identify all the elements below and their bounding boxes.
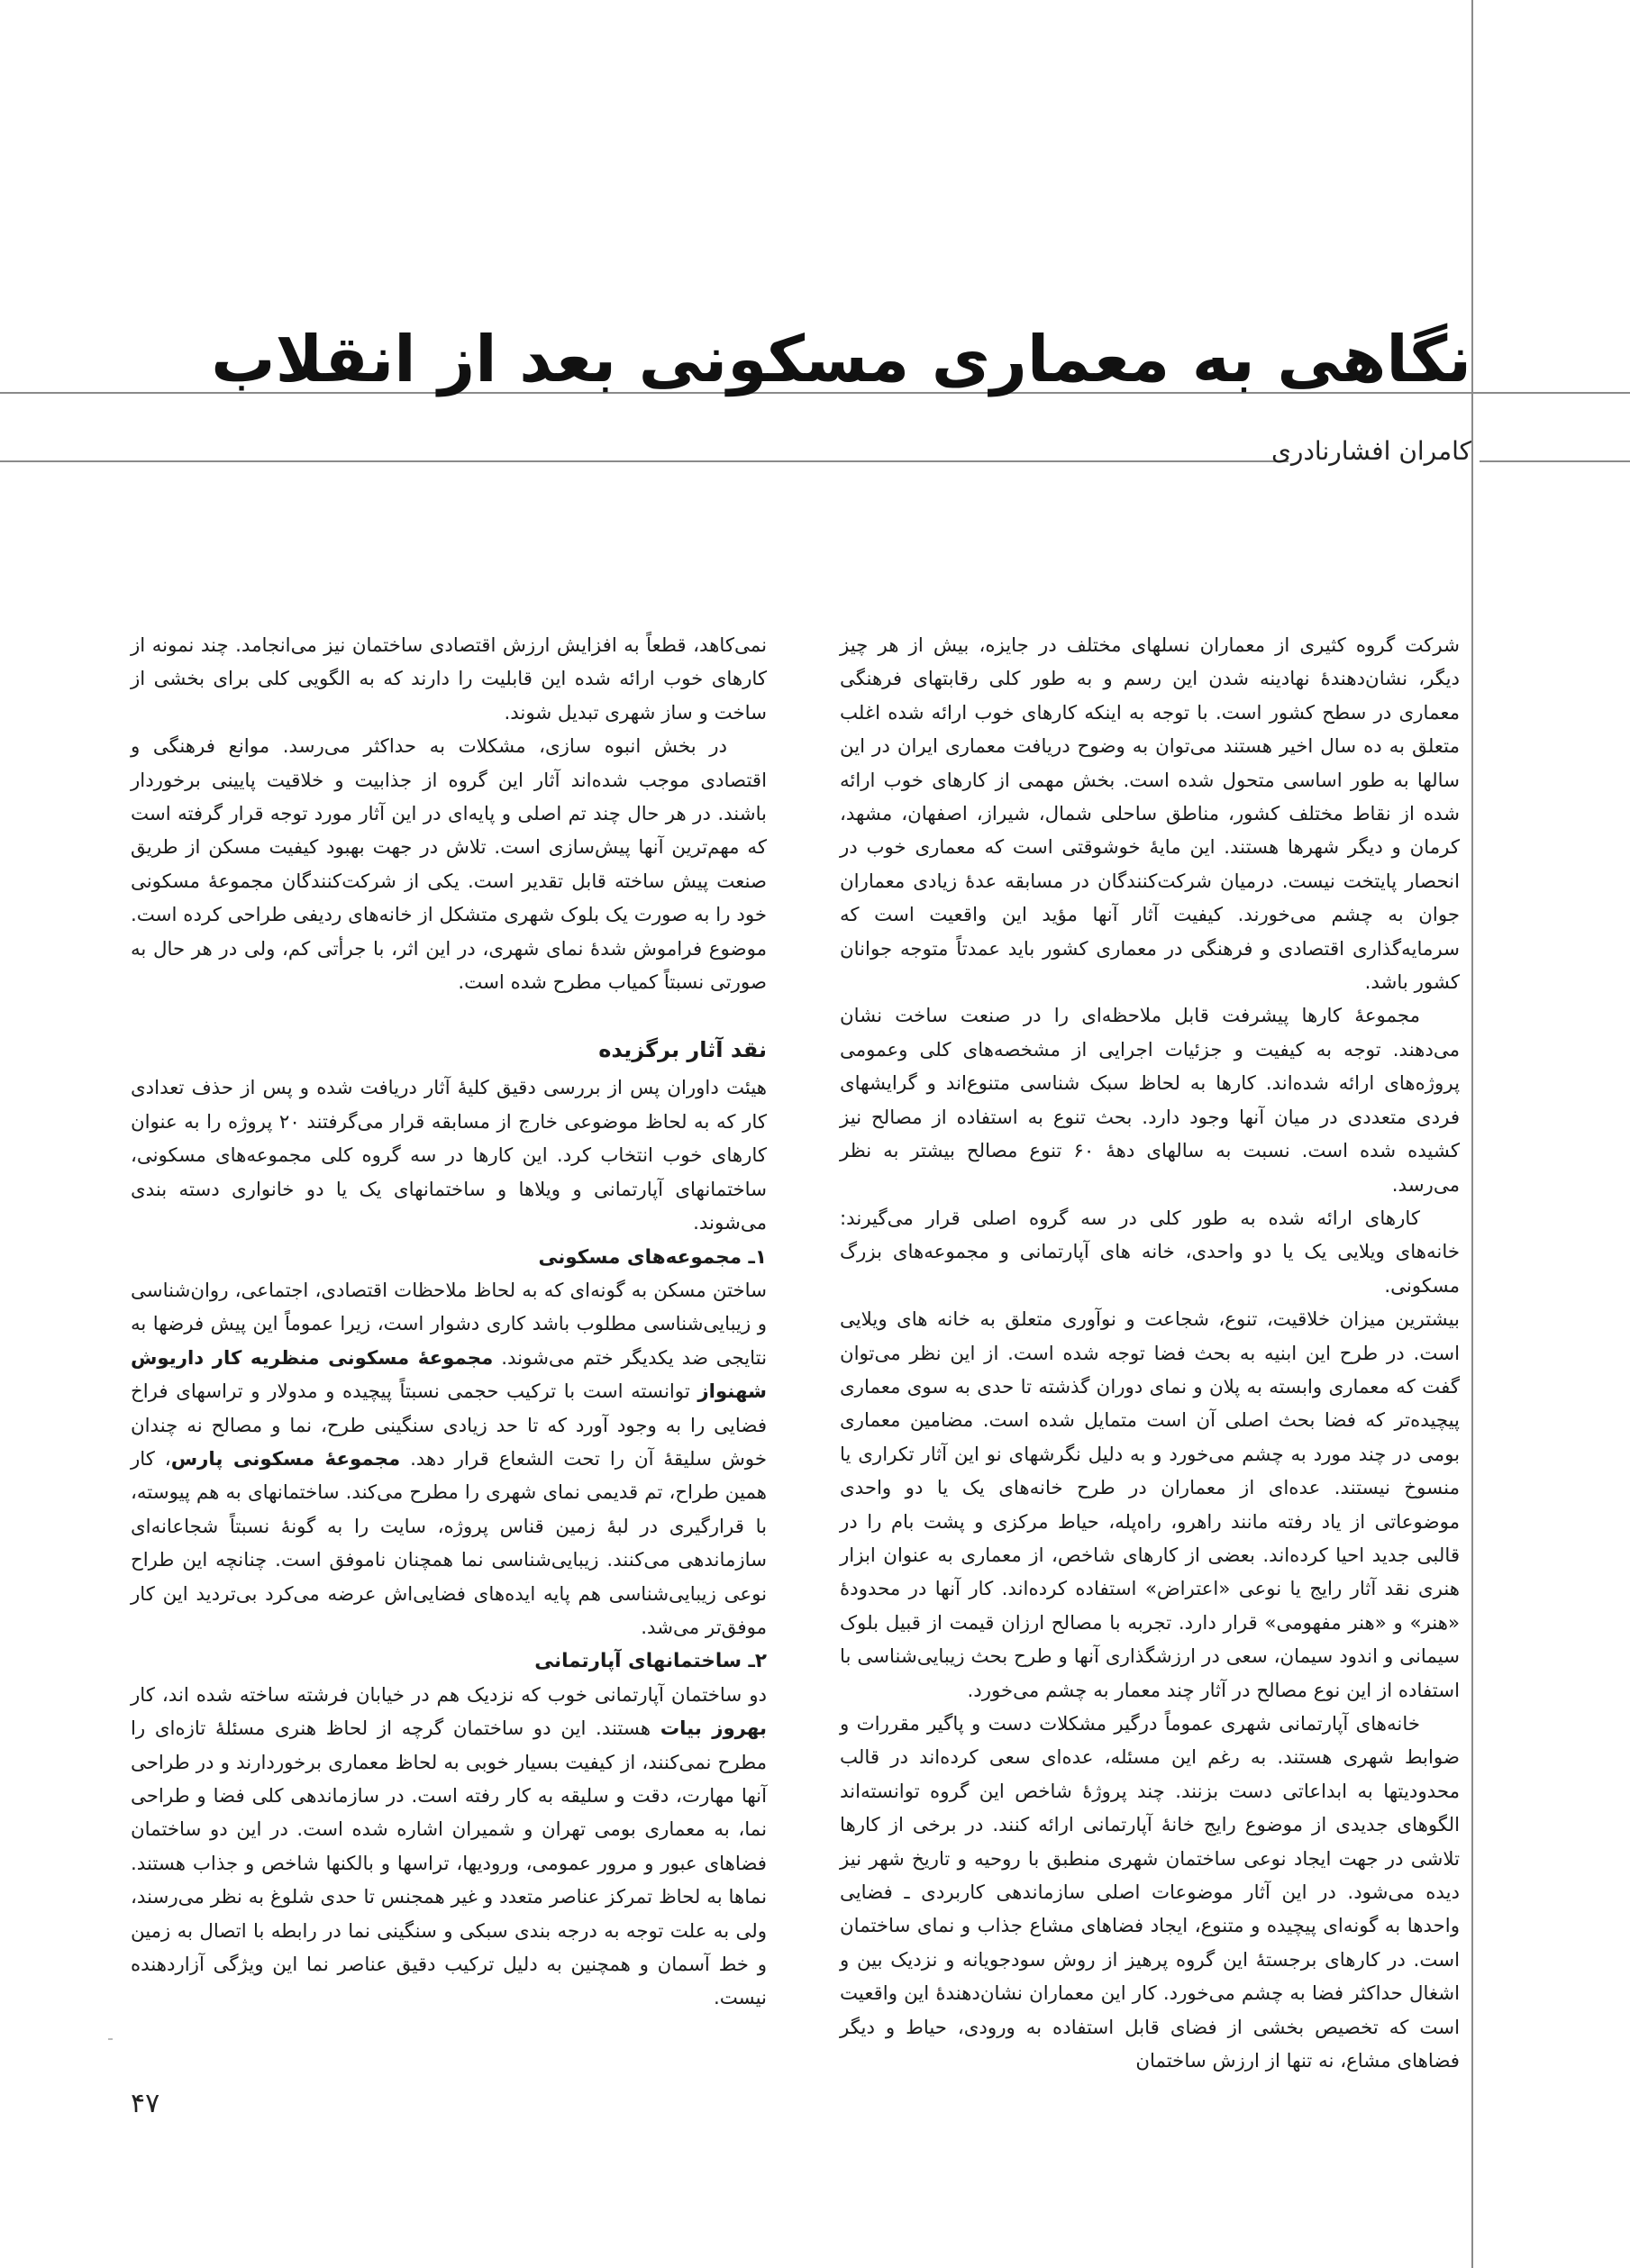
right-column bbox=[840, 629, 1460, 2078]
text-run: هستند. این دو ساختمان گرچه از لحاظ هنری مسئلهٔ تازه‌ای را مطرح نمی‌کنند، از کیفیت بسیار خوبی به لحاظ معماری برخوردارند و در طراحی آنها مهارت، دقت و سلیقه به کار رفته است. در سازماندهی کلی فضا و طراحی نما، به معماری بومی تهران و شمیران اشاره شده است. در این دو ساختمان فضاهای عبور و مرور عمومی، ورودیها، تراسها و بالکنها شاخص و جذاب هستند. نماها به لحاظ تمرکز عناصر متعدد و غیر همجنس تا حدی شلوغ به نظر می‌رسند، ولی به علت توجه به درجه بندی سبکی و سنگینی نما در رابطه با اتصال به زمین و خط آسمان و همچنین به دلیل ترکیب دقیق عناصر نما این ویژگی آزاردهنده نیست. bbox=[131, 1717, 767, 2010]
paragraph: بیشترین میزان خلاقیت، تنوع، شجاعت و نوآوری متعلق به خانه های ویلایی است. در طرح این ابنیه به بحث فضا توجه شده است. از این نظر می‌توان گفت که معماری وابسته به پلان و نمای دوران گذشته تا حدی به سوی معماری پیچیده‌تر که فضا بحث اصلی آن است متمایل شده است. مضامین معماری بومی در چند مورد به چشم می‌خورد و به دلیل نگرشهای نو این آثار تکراری یا منسوخ نیستند. عده‌ای از معماران در طرح خانه‌های یک یا دو واحدی موضوعاتی از یاد رفته مانند راهرو، راه‌پله، حیاط مرکزی و پشت بام را در قالبی جدید احیا کرده‌اند. بعضی از کارهای شاخص، از معماری به عنوان ابزار هنری نقد آثار رایج یا نوعی «اعتراض» استفاده کرده‌اند. کار آنها در محدودهٔ «هنر» و «هنر مفهومی» قرار دارد. تجربه با مصالح ارزان قیمت از قبیل بلوک سیمانی و اندود سیمان، سعی در ارزشگذاری آنها و طرح بحث زیبایی‌شناسی با استفاده از این نوع مصالح در آثار چند معمار به چشم می‌خورد. bbox=[840, 1308, 1460, 1702]
author-name: کامران افشارنادری bbox=[1271, 436, 1471, 466]
paragraph bbox=[131, 1679, 767, 2016]
article-title: نگاهی به معماری مسکونی بعد از انقلاب bbox=[211, 322, 1471, 396]
text-run: ، کار همین طراح، تم قدیمی نمای شهری را مطرح می‌کند. ساختمانهای به هم پیوسته، با قرارگیری در لبهٔ زمین قناس پروژه، سایت را به گونهٔ نسبتاً شجاعانه‌ای سازماندهی می‌کنند. زیبایی‌شناسی نما همچنان ناموفق است. چنانچه این طراح نوعی زیبایی‌شناسی هم پایه ایده‌های فضایی‌اش عرضه می‌کرد بی‌تردید این کار موفق‌تر می‌شد. bbox=[131, 1447, 767, 1639]
architect-name: بهروز بیات bbox=[660, 1717, 767, 1741]
section-heading: نقد آثار برگزیده bbox=[598, 1037, 767, 1063]
paragraph: کارهای ارائه شده به طور کلی در سه گروه اصلی قرار می‌گیرند: خانه‌های ویلایی یک یا دو واحدی، خانه های آپارتمانی و مجموعه‌های بزرگ مسکونی. bbox=[840, 1207, 1460, 1298]
left-column bbox=[131, 629, 767, 2016]
paragraph: در بخش انبوه سازی، مشکلات به حداکثر می‌رسد. موانع فرهنگی و اقتصادی موجب شده‌اند آثار این گروه از جذابیت و خلاقیت پایینی برخوردار باشند. در هر حال چند تم اصلی و پایه‌ای در این آثار مورد توجه قرار گرفته است که مهم‌ترین آنها پیش‌سازی است. تلاش در جهت بهبود کیفیت مسکن از طریق صنعت پیش ساخته قابل تقدیر است. یکی از شرکت‌کنندگان مجموعهٔ مسکونی خود را به صورت یک بلوک شهری متشکل از خانه‌های ردیفی طراحی کرده است. موضوع فراموش شدهٔ نمای شهری، در این اثر، با جرأتی کم، ولی در هر حال به صورتی نسبتاً کمیاب مطرح شده است. bbox=[131, 735, 767, 995]
author-rule bbox=[0, 460, 1289, 462]
project-name: مجموعهٔ مسکونی پارس bbox=[170, 1447, 401, 1471]
paragraph: خانه‌های آپارتمانی شهری عموماً درگیر مشکلات دست و پاگیر مقررات و ضوابط شهری هستند. به رغم این مسئله، عده‌ای سعی کرده‌اند در قالب محدودیتها به ابداعاتی دست بزنند. چند پروژهٔ شاخص این گروه توانسته‌اند الگوهای جدیدی از موضوع رایج خانهٔ آپارتمانی ارائه کنند. در برخی از کارها تلاشی در جهت ایجاد نوعی ساختمان شهری منطبق با روحیه و تاریخ شهر نیز دیده می‌شود. در این آثار موضوعات اصلی سازماندهی کاربردی ـ فضایی واحدها به گونه‌ای پیچیده و متنوع، ایجاد فضاهای مشاع جذاب و نمای ساختمان است. در کارهای برجستهٔ این گروه پرهیز از روش سودجویانه و نزدیک بین و اشغال حداکثر فضا به چشم می‌خورد. کار این معماران نشان‌دهندهٔ این واقعیت است که تخصیص بخشی از فضای قابل استفاده به ورودی، حیاط و دیگر فضاهای مشاع، نه تنها از ارزش ساختمان bbox=[840, 1713, 1460, 2073]
subsection-heading: ۱ـ مجموعه‌های مسکونی bbox=[538, 1245, 767, 1269]
vertical-rule bbox=[1471, 0, 1473, 2268]
page-number: ۴۷ bbox=[131, 2088, 160, 2119]
text-run: ساختن مسکن به گونه‌ای که به لحاظ ملاحظات اقتصادی، اجتماعی، روان‌شناسی و زیبایی‌شناسی مطلوب باشد کاری دشوار است، زیرا عموماً این پیش فرضها به نتایجی ضد یکدیگر ختم می‌شوند. bbox=[131, 1279, 768, 1370]
text-run: دو ساختمان آپارتمانی خوب که نزدیک هم در خیابان فرشته ساخته شده اند، کار bbox=[131, 1683, 767, 1707]
paragraph: شرکت گروه کثیری از معماران نسلهای مختلف در جایزه، بیش از هر چیز دیگر، نشان‌دهندهٔ نهادینه شدن این رسم و به طور کلی رقابتهای فرهنگی معماری در سطح کشور است. با توجه به اینکه کارهای خوب ارائه شده اغلب متعلق به ده سال اخیر هستند می‌توان به وضوح دریافت معماری ایران در این سالها به طور اساسی متحول شده است. بخش مهمی از کارهای خوب ارائه شده از نقاط مختلف کشور، مناطق ساحلی شمال، شیراز، اصفهان، مشهد، کرمان و دیگر شهرها هستند. این مایهٔ خوشوقتی است که معماری خوب در انحصار پایتخت نیست. درمیان شرکت‌کنندگان در مسابقه عدهٔ زیادی معماران جوان به چشم می‌خورند. کیفیت آثار آنها مؤید این واقعیت است که سرمایه‌گذاری اقتصادی و فرهنگی در معماری کشور باید عمدتاً متوجه جوانان کشور باشد. bbox=[840, 634, 1460, 995]
margin-mark bbox=[108, 2038, 113, 2040]
paragraph: مجموعهٔ کارها پیشرفت قابل ملاحظه‌ای را در صنعت ساخت نشان می‌دهند. توجه به کیفیت و جزئیات اجرایی از مشخصه‌های کلی وعمومی پروژه‌های ارائه شده‌اند. کارها به لحاظ سبک شناسی متنوع‌اند و گرایشهای فردی متعددی در میان آنها وجود دارد. بحث تنوع به استفاده از مصالح نیز کشیده شده است. نسبت به سالهای دههٔ ۶۰ تنوع مصالح بیشتر به نظر می‌رسد. bbox=[840, 1005, 1460, 1197]
paragraph: هیئت داوران پس از بررسی دقیق کلیهٔ آثار دریافت شده و پس از حذف تعدادی کار که به لحاظ موضوعی خارج از مسابقه قرار می‌گرفتند ۲۰ پروژه را به عنوان کارهای خوب انتخاب کرد. این کارها در سه گروه کلی مجموعه‌های مسکونی، ساختمانهای آپارتمانی و ویلاها و ساختمانهای یک یا دو خانواری دسته بندی می‌شوند. bbox=[131, 1077, 767, 1235]
paragraph: نمی‌کاهد، قطعاً به افزایش ارزش اقتصادی ساختمان نیز می‌انجامد. چند نمونه از کارهای خوب ارائه شده این قابلیت را دارند که به الگویی کلی برای بخشی از ساخت و ساز شهری تبدیل شوند. bbox=[131, 634, 767, 724]
subsection-heading: ۲ـ ساختمانهای آپارتمانی bbox=[534, 1650, 767, 1673]
text-run: توانسته است با ترکیب حجمی نسبتاً پیچیده و مدولار و تراسهای فراخ فضایی را به وجود آورد که تا حد زیادی سنگینی طرح، نما و مصالح نه چندان خوش سلیقهٔ آن را تحت الشعاع قرار دهد. bbox=[131, 1380, 767, 1471]
author-rule-right bbox=[1480, 460, 1630, 462]
project-name: مجموعهٔ مسکونی منظریه کار داریوش شهنواز bbox=[131, 1346, 767, 1404]
paragraph bbox=[131, 1274, 767, 1644]
